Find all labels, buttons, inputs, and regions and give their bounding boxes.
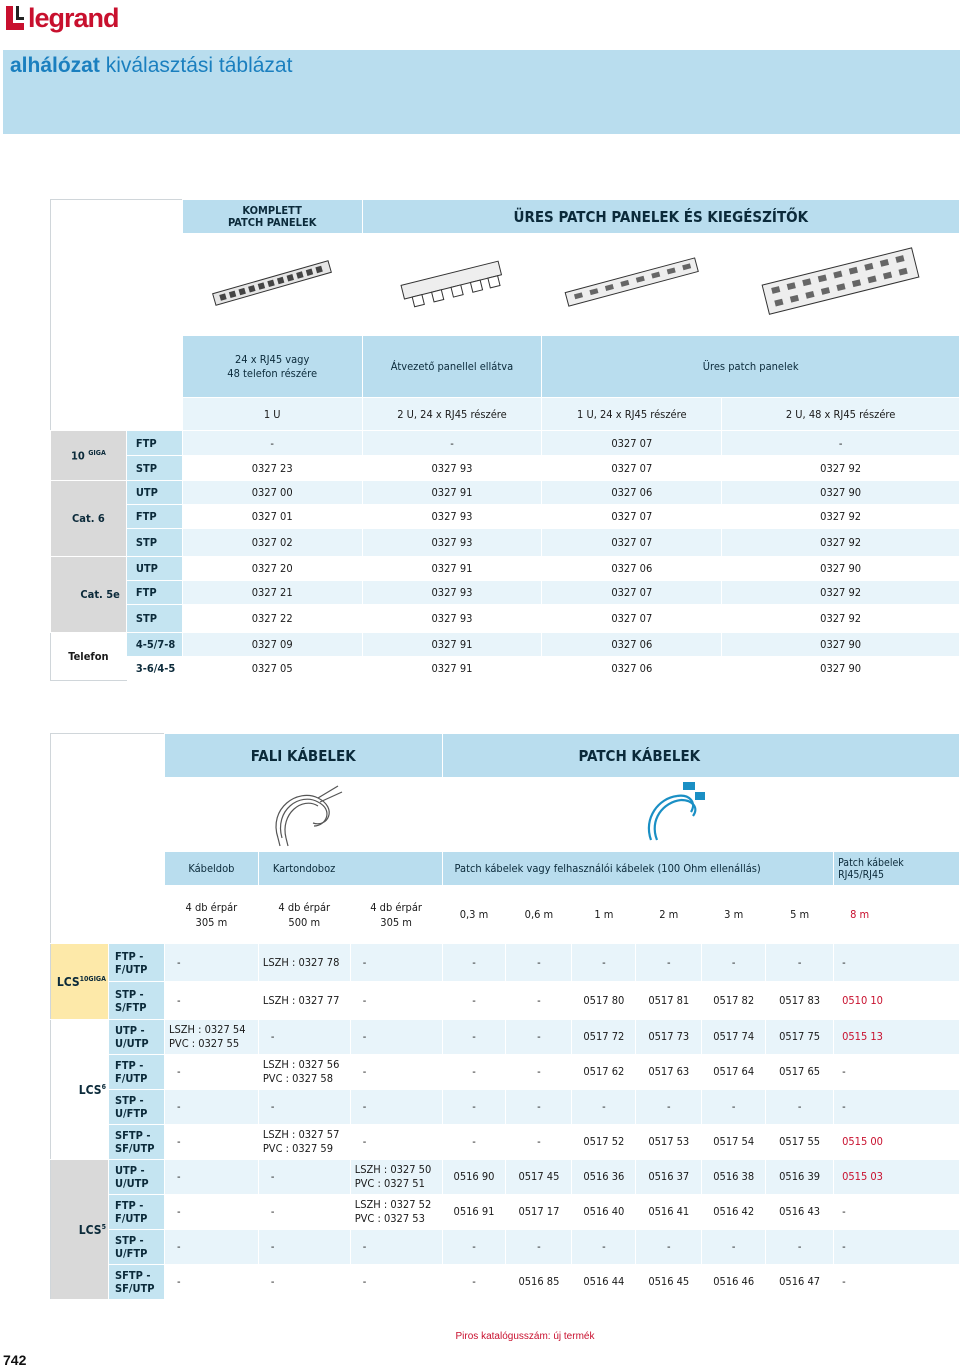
cell: - xyxy=(506,1125,572,1160)
cable-type: STP - U/FTP xyxy=(108,1090,164,1125)
group-cat5e: Cat. 5e xyxy=(51,557,127,633)
cell: 0327 01 xyxy=(182,505,362,529)
patch-panel-image-3 xyxy=(542,234,722,336)
cell: 0327 92 xyxy=(722,456,960,481)
cell: 0327 09 xyxy=(182,633,362,657)
cable-manager-icon xyxy=(392,243,512,323)
cell: 0327 93 xyxy=(362,505,542,529)
cell: 0327 02 xyxy=(182,529,362,557)
cell: 0517 52 xyxy=(572,1125,636,1160)
cell: - xyxy=(442,944,506,982)
cable-type: SFTP - SF/UTP xyxy=(108,1265,164,1300)
cell: - xyxy=(442,1265,506,1300)
cell: 0517 63 xyxy=(636,1055,702,1090)
group-name: LCS xyxy=(56,974,80,989)
table-row xyxy=(51,982,960,1020)
cell: - xyxy=(258,1230,350,1265)
col-head: 3 m xyxy=(702,886,766,944)
cell: - xyxy=(636,1090,702,1125)
cell: 0327 07 xyxy=(542,431,722,456)
cell: 0327 06 xyxy=(542,481,722,505)
table-row xyxy=(51,944,960,982)
cell: - xyxy=(572,944,636,982)
cell: - xyxy=(506,1230,572,1265)
cell: 0327 91 xyxy=(362,633,542,657)
cell: - xyxy=(442,1055,506,1090)
col-2u-24: 2 U, 24 x RJ45 részére xyxy=(362,398,542,431)
col-head: 4 db érpár 305 m xyxy=(164,886,258,944)
row-type: UTP xyxy=(126,557,182,581)
cell: - xyxy=(164,1195,258,1230)
cell: - xyxy=(766,944,834,982)
cell: LSZH : 0327 52 PVC : 0327 53 xyxy=(350,1195,442,1230)
row-type: 3-6/4-5 xyxy=(126,657,182,681)
patch-cord-icon xyxy=(639,778,709,848)
cell: 0517 73 xyxy=(636,1020,702,1055)
cell: - xyxy=(506,1055,572,1090)
cell: 0327 06 xyxy=(542,657,722,681)
cell: 0327 20 xyxy=(182,557,362,581)
cable-type: UTP - U/UTP xyxy=(108,1160,164,1195)
corner-blank xyxy=(51,200,183,431)
group-sup: 5 xyxy=(101,1222,106,1231)
sub-rj45: Patch kábelek RJ45/RJ45 xyxy=(834,852,960,886)
cell: 0515 03 xyxy=(834,1160,960,1195)
wall-cable-image xyxy=(164,778,442,852)
footer-note: Piros katalógusszám: új termék xyxy=(455,1331,595,1342)
cell: 0516 44 xyxy=(572,1265,636,1300)
cell: 0327 93 xyxy=(362,529,542,557)
cell: LSZH : 0327 78 xyxy=(258,944,350,982)
empty-panel-1u-icon xyxy=(557,243,707,323)
cell: - xyxy=(766,1090,834,1125)
cell: LSZH : 0327 50 PVC : 0327 51 xyxy=(350,1160,442,1195)
cell: - xyxy=(442,1020,506,1055)
group-lcs xyxy=(51,1020,109,1160)
cell: 0327 07 xyxy=(542,581,722,605)
table-row xyxy=(51,1265,960,1300)
cell: 0517 65 xyxy=(766,1055,834,1090)
cell: 0327 05 xyxy=(182,657,362,681)
cell: 0327 07 xyxy=(542,505,722,529)
table-row xyxy=(51,1020,960,1055)
cell: 0517 53 xyxy=(636,1125,702,1160)
cell: - xyxy=(442,1090,506,1125)
cell: - xyxy=(506,944,572,982)
cable-type: STP - S/FTP xyxy=(108,982,164,1020)
cell: 0516 39 xyxy=(766,1160,834,1195)
cell: - xyxy=(164,1125,258,1160)
cell: - xyxy=(572,1230,636,1265)
cell: - xyxy=(506,1020,572,1055)
cell: - xyxy=(834,1230,960,1265)
cell: - xyxy=(834,1055,960,1090)
cell: 0517 64 xyxy=(702,1055,766,1090)
corner-blank xyxy=(51,734,165,944)
cell: 0327 07 xyxy=(542,605,722,633)
group-lcs xyxy=(51,1160,109,1300)
row-type: STP xyxy=(126,456,182,481)
header-fali: FALI KÁBELEK xyxy=(164,734,442,778)
group-cat6: Cat. 6 xyxy=(51,481,127,557)
cell: - xyxy=(164,1230,258,1265)
cell: - xyxy=(350,1090,442,1125)
cable-type: SFTP - SF/UTP xyxy=(108,1125,164,1160)
cell: - xyxy=(164,1160,258,1195)
cell: 0327 93 xyxy=(362,605,542,633)
group-telefon: Telefon xyxy=(51,633,127,681)
group-10giga: 10 $^{GIGA}$ xyxy=(51,431,127,481)
row-type: FTP xyxy=(126,431,182,456)
cell: - xyxy=(164,1090,258,1125)
cell: 0517 74 xyxy=(702,1020,766,1055)
cell: 0517 80 xyxy=(572,982,636,1020)
cell: 0516 36 xyxy=(572,1160,636,1195)
table-row xyxy=(51,1195,960,1230)
cell: - xyxy=(506,982,572,1020)
cell: - xyxy=(164,982,258,1020)
cell: 0516 43 xyxy=(766,1195,834,1230)
cell: 0516 85 xyxy=(506,1265,572,1300)
brand-name: legrand xyxy=(28,2,119,33)
cell: - xyxy=(164,1055,258,1090)
cell: - xyxy=(722,431,960,456)
sub-komplett: 24 x RJ45 vagy 48 telefon részére xyxy=(182,336,362,398)
cell: 0516 46 xyxy=(702,1265,766,1300)
cell: - xyxy=(350,1020,442,1055)
page-title xyxy=(10,54,292,78)
cell: 0327 22 xyxy=(182,605,362,633)
cell: - xyxy=(834,1265,960,1300)
title-band xyxy=(3,50,960,134)
cell: - xyxy=(442,1125,506,1160)
cell: - xyxy=(182,431,362,456)
cell: LSZH : 0327 54 PVC : 0327 55 xyxy=(164,1020,258,1055)
col-head: 1 m xyxy=(572,886,636,944)
cell: 0327 92 xyxy=(722,505,960,529)
cell: 0327 07 xyxy=(542,529,722,557)
row-type: UTP xyxy=(126,481,182,505)
patch-cable-image xyxy=(442,778,959,852)
cell: 0327 91 xyxy=(362,557,542,581)
cable-type: FTP - F/UTP xyxy=(108,944,164,982)
sub-kartondoboz: Kartondoboz xyxy=(258,852,442,886)
cell: 0327 93 xyxy=(362,581,542,605)
cell: - xyxy=(834,1195,960,1230)
cell: - xyxy=(442,1230,506,1265)
table-row xyxy=(51,1125,960,1160)
cell: 0517 45 xyxy=(506,1160,572,1195)
cell: 0516 47 xyxy=(766,1265,834,1300)
cell: - xyxy=(258,1160,350,1195)
cell: - xyxy=(258,1020,350,1055)
cell: - xyxy=(572,1090,636,1125)
cell: 0517 82 xyxy=(702,982,766,1020)
cable-type: FTP - F/UTP xyxy=(108,1055,164,1090)
table-row xyxy=(51,1055,960,1090)
col-1u: 1 U xyxy=(182,398,362,431)
row-type: STP xyxy=(126,529,182,557)
cell: 0515 00 xyxy=(834,1125,960,1160)
cell: 0517 55 xyxy=(766,1125,834,1160)
cell: 0516 37 xyxy=(636,1160,702,1195)
cell: 0517 62 xyxy=(572,1055,636,1090)
cell: 0516 42 xyxy=(702,1195,766,1230)
sub-atvezeto: Átvezető panellel ellátva xyxy=(362,336,542,398)
col-head: 5 m xyxy=(766,886,834,944)
cell: - xyxy=(702,1230,766,1265)
cell: 0516 40 xyxy=(572,1195,636,1230)
legrand-mark-icon xyxy=(6,6,24,30)
page-number: 742 xyxy=(3,1352,27,1368)
col-head: 4 db érpár 500 m xyxy=(258,886,350,944)
cable-type: STP - U/FTP xyxy=(108,1230,164,1265)
cell: 0327 06 xyxy=(542,557,722,581)
cell: - xyxy=(164,944,258,982)
cell: 0327 91 xyxy=(362,657,542,681)
patch-panel-image-2 xyxy=(362,234,542,336)
title-bold: alhálózat xyxy=(10,54,100,77)
cell: 0327 92 xyxy=(722,605,960,633)
row-type: 4-5/7-8 xyxy=(126,633,182,657)
group-sup: 6 xyxy=(101,1082,106,1091)
cell: - xyxy=(834,944,960,982)
cell: 0516 91 xyxy=(442,1195,506,1230)
group-10giga-sup: GIGA xyxy=(88,448,106,457)
group-name: LCS xyxy=(78,1222,102,1237)
cell: 0517 83 xyxy=(766,982,834,1020)
col-2u-48: 2 U, 48 x RJ45 részére xyxy=(722,398,960,431)
cell: 0327 90 xyxy=(722,557,960,581)
cell: 0517 75 xyxy=(766,1020,834,1055)
cell: 0327 90 xyxy=(722,481,960,505)
cell: - xyxy=(506,1090,572,1125)
title-rest: kiválasztási táblázat xyxy=(99,54,293,77)
legrand-logo xyxy=(6,3,119,33)
cell: 0517 54 xyxy=(702,1125,766,1160)
cell: 0327 07 xyxy=(542,456,722,481)
cell: 0517 17 xyxy=(506,1195,572,1230)
cell: 0516 45 xyxy=(636,1265,702,1300)
cell: - xyxy=(164,1265,258,1300)
row-type: FTP xyxy=(126,505,182,529)
cell: - xyxy=(702,944,766,982)
cell: - xyxy=(350,1125,442,1160)
cell: 0327 23 xyxy=(182,456,362,481)
group-sup: 10GIGA xyxy=(79,974,106,983)
header-patch: PATCH KÁBELEK xyxy=(442,734,959,778)
cell: - xyxy=(766,1230,834,1265)
header-ures: ÜRES PATCH PANELEK ÉS KIEGÉSZÍTŐK xyxy=(362,200,959,234)
cell: 0327 90 xyxy=(722,657,960,681)
col-head: 8 m xyxy=(834,886,960,944)
cell: 0327 06 xyxy=(542,633,722,657)
table-row xyxy=(51,1090,960,1125)
cell: 0327 21 xyxy=(182,581,362,605)
col-1u-24: 1 U, 24 x RJ45 részére xyxy=(542,398,722,431)
col-head: 0,6 m xyxy=(506,886,572,944)
patch-panel-table xyxy=(50,199,960,681)
cell: 0517 72 xyxy=(572,1020,636,1055)
cell: 0516 38 xyxy=(702,1160,766,1195)
col-head: 2 m xyxy=(636,886,702,944)
row-type: STP xyxy=(126,605,182,633)
cell: - xyxy=(350,1265,442,1300)
cell: 0327 93 xyxy=(362,456,542,481)
cell: - xyxy=(258,1090,350,1125)
empty-panel-2u-icon xyxy=(756,238,926,328)
cell: - xyxy=(350,944,442,982)
cell: LSZH : 0327 77 xyxy=(258,982,350,1020)
patch-panel-image-1 xyxy=(182,234,362,336)
cell: - xyxy=(258,1195,350,1230)
sub-patch: Patch kábelek vagy felhasználói kábelek (100 Ohm ellenállás) xyxy=(442,852,834,886)
cell: LSZH : 0327 57 PVC : 0327 59 xyxy=(258,1125,350,1160)
table-row xyxy=(51,1160,960,1195)
cell: - xyxy=(702,1090,766,1125)
col-head: 0,3 m xyxy=(442,886,506,944)
cell: - xyxy=(442,982,506,1020)
table-row xyxy=(51,1230,960,1265)
cell: 0516 41 xyxy=(636,1195,702,1230)
col-head: 4 db érpár 305 m xyxy=(350,886,442,944)
cell: 0327 91 xyxy=(362,481,542,505)
cell: - xyxy=(258,1265,350,1300)
cell: 0327 00 xyxy=(182,481,362,505)
cable-table xyxy=(50,733,960,1300)
cell: 0327 92 xyxy=(722,581,960,605)
patch-panel-1u-icon xyxy=(202,243,342,323)
cell: - xyxy=(350,1230,442,1265)
cell: - xyxy=(636,1230,702,1265)
cell: - xyxy=(636,944,702,982)
cable-coil-icon xyxy=(258,778,348,848)
sub-kabeldob: Kábeldob xyxy=(164,852,258,886)
cell: 0517 81 xyxy=(636,982,702,1020)
cell: LSZH : 0327 56 PVC : 0327 58 xyxy=(258,1055,350,1090)
cell: 0510 10 xyxy=(834,982,960,1020)
cell: 0516 90 xyxy=(442,1160,506,1195)
row-type: FTP xyxy=(126,581,182,605)
cell: - xyxy=(350,1055,442,1090)
patch-panel-image-4 xyxy=(722,234,960,336)
cell: - xyxy=(350,982,442,1020)
cell: - xyxy=(362,431,542,456)
group-lcs xyxy=(51,944,109,1020)
cell: 0327 90 xyxy=(722,633,960,657)
cell: - xyxy=(834,1090,960,1125)
cell: 0327 92 xyxy=(722,529,960,557)
cell: 0515 13 xyxy=(834,1020,960,1055)
sub-ures: Üres patch panelek xyxy=(542,336,960,398)
cable-type: UTP - U/UTP xyxy=(108,1020,164,1055)
header-komplett: KOMPLETT PATCH PANELEK xyxy=(182,200,362,234)
cable-type: FTP - F/UTP xyxy=(108,1195,164,1230)
group-name: LCS xyxy=(78,1082,102,1097)
